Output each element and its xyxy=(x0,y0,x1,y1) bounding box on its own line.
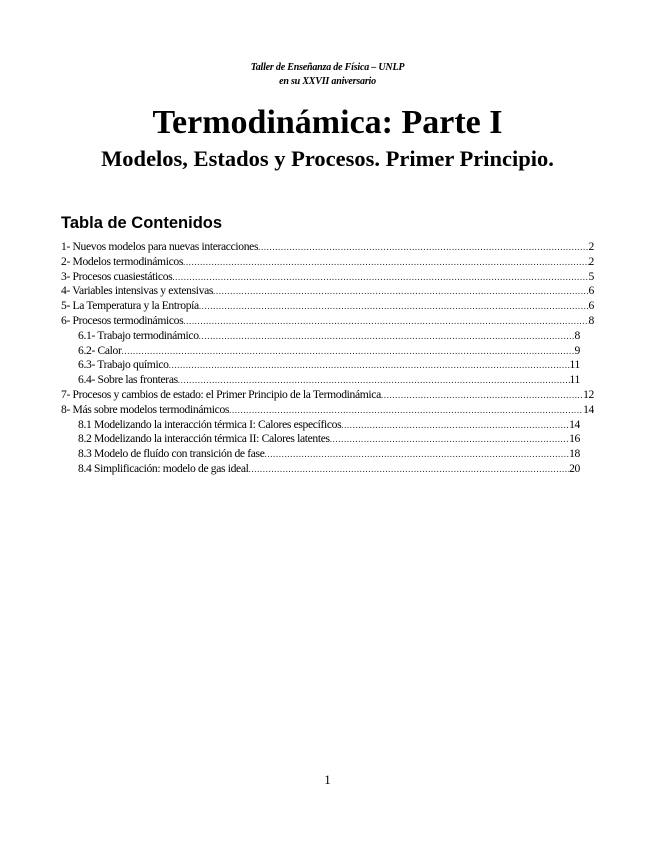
toc-leader-dots xyxy=(258,240,588,255)
toc-entry[interactable] xyxy=(61,255,594,270)
toc-entry-page: 14 xyxy=(569,417,580,431)
header-line-1: Taller de Enseñanza de Física – UNLP xyxy=(250,62,405,73)
toc-entry-title: 2- Modelos termodinámicos xyxy=(61,254,183,268)
toc-entry-title: 6.2- Calor xyxy=(78,343,122,357)
toc-leader-dots xyxy=(122,344,575,359)
toc-entry-page: 18 xyxy=(569,447,580,461)
toc-entry[interactable] xyxy=(61,240,594,255)
table-of-contents xyxy=(61,240,594,477)
toc-entry-page: 5 xyxy=(588,269,594,283)
toc-entry-title: 6.4- Sobre las fronteras xyxy=(78,373,178,387)
toc-entry-page: 11 xyxy=(569,358,580,372)
toc-entry-page: 9 xyxy=(574,343,580,357)
toc-entry-page: 20 xyxy=(569,461,580,475)
toc-entry[interactable] xyxy=(61,388,594,403)
toc-subentry[interactable] xyxy=(78,358,580,373)
document-header xyxy=(0,61,655,89)
toc-entry-title: 3- Procesos cuasiestáticos xyxy=(61,269,173,283)
toc-entry-page: 6 xyxy=(588,284,594,298)
toc-leader-dots xyxy=(381,388,583,403)
toc-leader-dots xyxy=(183,314,588,329)
toc-entry-page: 11 xyxy=(569,373,580,387)
toc-entry[interactable] xyxy=(61,403,594,418)
toc-leader-dots xyxy=(178,373,570,388)
toc-leader-dots xyxy=(183,255,589,270)
toc-entry-title: 6- Procesos termodinámicos xyxy=(61,313,184,327)
toc-entry-title: 6.1- Trabajo termodinámico xyxy=(78,328,199,342)
toc-heading: Tabla de Contenidos xyxy=(61,214,223,232)
toc-entry-title: 8.2 Modelizando la interacción térmica II: Calores latentes xyxy=(78,432,330,446)
toc-entry-title: 4- Variables intensivas y extensivas xyxy=(61,284,214,298)
toc-leader-dots xyxy=(199,299,589,314)
toc-entry-page: 6 xyxy=(588,299,594,313)
toc-entry-page: 14 xyxy=(583,402,594,416)
toc-entry-title: 8.3 Modelo de fluído con transición de fase xyxy=(78,447,265,461)
toc-entry[interactable] xyxy=(61,270,594,285)
toc-entry-title: 6.3- Trabajo químico xyxy=(78,358,169,372)
header-line-2: en su XXVII aniversario xyxy=(279,76,376,87)
toc-leader-dots xyxy=(330,432,569,447)
toc-leader-dots xyxy=(172,270,588,285)
toc-entry-title: 8- Más sobre modelos termodinámicos xyxy=(61,402,230,416)
toc-entry[interactable] xyxy=(61,314,594,329)
page-number: 1 xyxy=(324,772,331,787)
toc-subentry[interactable] xyxy=(78,447,580,462)
toc-entry-title: 8.4 Simplificación: modelo de gas ideal xyxy=(78,461,249,475)
toc-subentry[interactable] xyxy=(78,432,580,447)
toc-entry[interactable] xyxy=(61,299,594,314)
page-title: Termodinámica: Parte I xyxy=(152,104,503,141)
toc-subentry[interactable] xyxy=(78,418,580,433)
toc-entry-page: 2 xyxy=(588,240,594,253)
toc-leader-dots xyxy=(229,403,583,418)
toc-subentry[interactable] xyxy=(78,462,580,477)
toc-entry-title: 1- Nuevos modelos para nuevas interacciones xyxy=(61,240,259,253)
toc-entry-page: 16 xyxy=(569,432,580,446)
toc-subentry[interactable] xyxy=(78,344,580,359)
toc-entry-title: 5- La Temperatura y la Entropía xyxy=(61,299,199,313)
toc-entry-page: 12 xyxy=(583,387,594,401)
toc-leader-dots xyxy=(249,462,570,477)
toc-entry[interactable] xyxy=(61,284,594,299)
toc-leader-dots xyxy=(265,447,570,462)
toc-entry-page: 2 xyxy=(588,254,594,268)
toc-subentry[interactable] xyxy=(78,329,580,344)
toc-entry-title: 8.1 Modelizando la interacción térmica I: Calores específicos xyxy=(78,417,342,431)
toc-leader-dots xyxy=(213,284,589,299)
toc-leader-dots xyxy=(341,418,569,433)
toc-entry-page: 8 xyxy=(588,313,594,327)
toc-entry-page: 8 xyxy=(574,328,580,342)
toc-leader-dots xyxy=(199,329,575,344)
page-subtitle: Modelos, Estados y Procesos. Primer Principio. xyxy=(101,146,554,171)
toc-subentry[interactable] xyxy=(78,373,580,388)
toc-leader-dots xyxy=(169,358,570,373)
toc-entry-title: 7- Procesos y cambios de estado: el Primer Principio de la Termodinámica xyxy=(61,387,381,401)
